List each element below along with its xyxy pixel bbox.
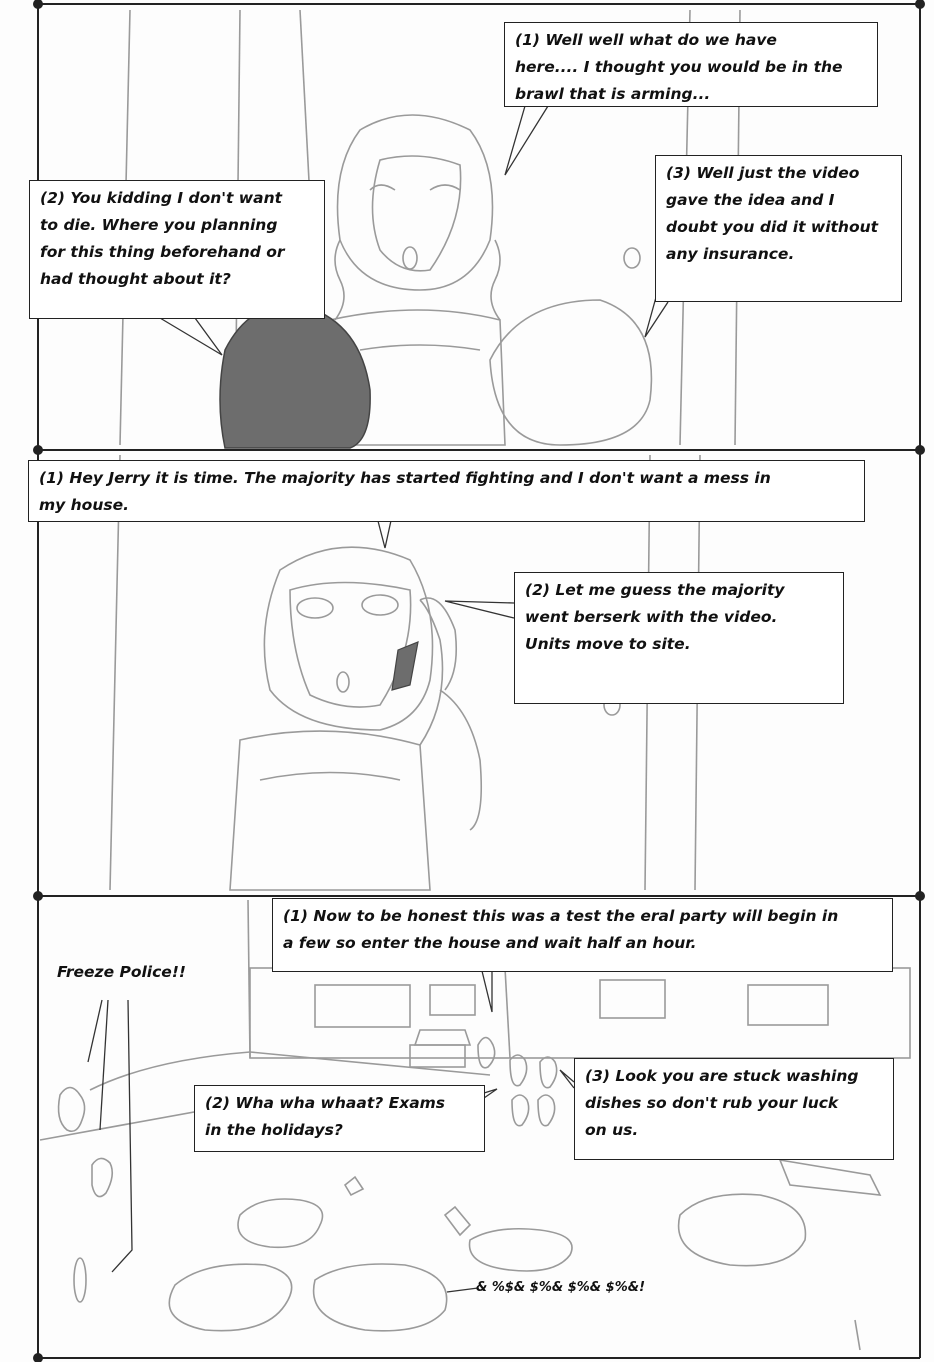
panel2-bubble-1: (1) Hey Jerry it is time. The majority has started fighting and I don't want a mess in my house. [28,460,865,522]
panel3-bubble-1: (1) Now to be honest this was a test the eral party will begin in a few so enter the house and wait half an hour. [272,898,893,972]
panel3-bubble-2: (2) Wha wha whaat? Exams in the holidays? [194,1085,485,1152]
freeze-police-shout: Freeze Police!! [57,963,186,981]
panel3-bubble-3: (3) Look you are stuck washing dishes so don't rub your luck on us. [574,1058,894,1160]
panel1-dark-head [220,305,370,448]
panel2-bubble-2: (2) Let me guess the majority went berserk with the video. Units move to site. [514,572,844,704]
panel1-bubble-3: (3) Well just the video gave the idea and I doubt you did it without any insurance. [655,155,902,302]
grawlix-text: & %$& $%& $%& $%&! [476,1280,645,1295]
panel1-bubble-2: (2) You kidding I don't want to die. Where you planning for this thing beforehand or had thought about it? [29,180,325,319]
panel2-phone [392,642,418,690]
panel1-bubble-1: (1) Well well what do we have here.... I thought you would be in the brawl that is arming... [504,22,878,107]
